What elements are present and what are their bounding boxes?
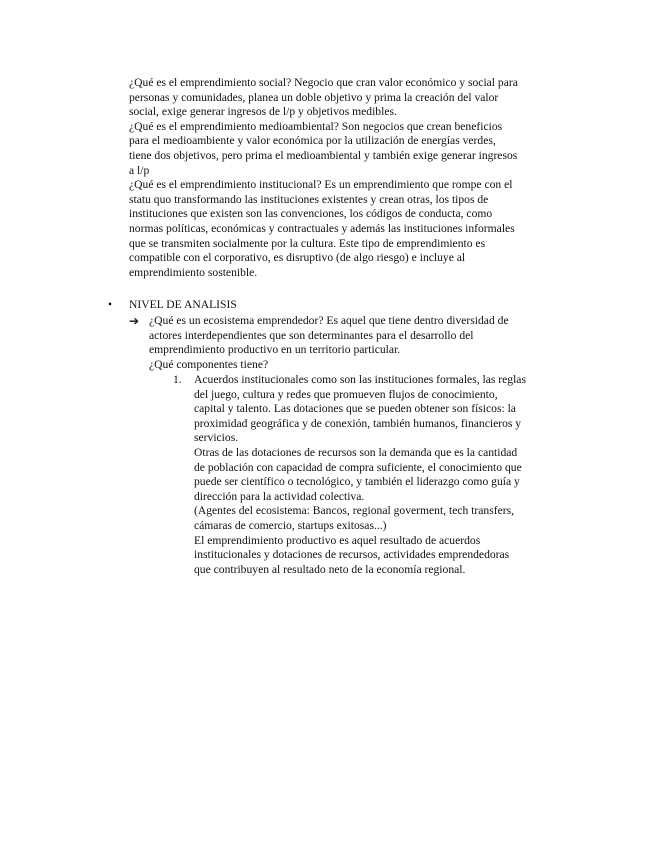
text-line: social, exige generar ingresos de l/p y objetivos medibles. [129, 105, 397, 119]
text-line: ¿Qué es un ecosistema emprendedor? Es aquel que tiene dentro diversidad de [149, 314, 509, 327]
sub-question: ¿Qué componentes tiene? [149, 358, 269, 371]
section-heading: NIVEL DE ANALISIS [129, 298, 237, 311]
list-number: 1. [173, 373, 182, 386]
text-line: a l/p [129, 163, 150, 177]
arrow-right-icon: ➔ [129, 314, 140, 328]
text-line: ¿Qué es el emprendimiento social? Negocio que cran valor económico y social para [129, 76, 518, 89]
text-line: proximidad geográfica y de conexión, también humanos, financieros y [194, 416, 522, 430]
text-line: cámaras de comercio, startups exitosas...) [194, 518, 387, 532]
text-line: que se transmiten socialmente por la cultura. Este tipo de emprendimiento es [129, 236, 486, 250]
arrow-item-text [149, 314, 549, 358]
text-line: dirección para la actividad colectiva. [194, 489, 365, 503]
text-line: capital y talento. Las dotaciones que se pueden obtener son físicos: la [194, 402, 516, 416]
text-line: ¿Qué es el emprendimiento institucional? Es un emprendimiento que rompe con el [129, 178, 513, 192]
text-line: statu quo transformando las instituciones existentes y crean otras, los tipos de [129, 192, 489, 206]
text-line: compatible con el corporativo, es disruptivo (de algo riesgo) e incluye al [129, 251, 466, 265]
text-line: Otras de las dotaciones de recursos son la demanda que es la cantidad [194, 445, 518, 459]
text-line: del juego, cultura y redes que promueven flujos de conocimiento, [194, 387, 498, 401]
bullet-icon: • [108, 298, 113, 311]
intro-paragraphs [129, 76, 569, 280]
text-line: que contribuyen al resultado neto de la economía regional. [194, 562, 466, 576]
text-line: actores interdependientes que son determinantes para el desarrollo del [149, 328, 474, 342]
text-line: personas y comunidades, planea un doble objetivo y prima la creación del valor [129, 90, 499, 104]
numbered-item-text [194, 373, 570, 577]
text-line: puede ser científico o tecnológico, y también el liderazgo como guía y [194, 475, 520, 489]
text-line: El emprendimiento productivo es aquel resultado de acuerdos [194, 533, 481, 547]
text-line: normas políticas, económicas y contractuales y además las instituciones informales [129, 221, 515, 235]
text-line: institucionales y dotaciones de recursos, actividades emprendedoras [194, 548, 510, 562]
text-line: emprendimiento sostenible. [129, 265, 258, 279]
text-line: de población con capacidad de compra suficiente, el conocimiento que [194, 460, 522, 474]
text-line: (Agentes del ecosistema: Bancos, regional goverment, tech transfers, [194, 504, 515, 518]
text-line: instituciones que existen son las convenciones, los códigos de conducta, como [129, 207, 493, 221]
text-line: Acuerdos institucionales como son las instituciones formales, las reglas [194, 373, 526, 386]
text-line: servicios. [194, 431, 239, 445]
text-line: emprendimiento productivo en un territorio particular. [149, 343, 401, 357]
text-line: tiene dos objetivos, pero prima el medioambiental y también exige generar ingresos [129, 148, 518, 162]
text-line: ¿Qué es el emprendimiento medioambiental? Son negocios que crean beneficios [129, 119, 503, 133]
text-line: para el medioambiente y valor económica por la utilización de energías verdes, [129, 134, 496, 148]
